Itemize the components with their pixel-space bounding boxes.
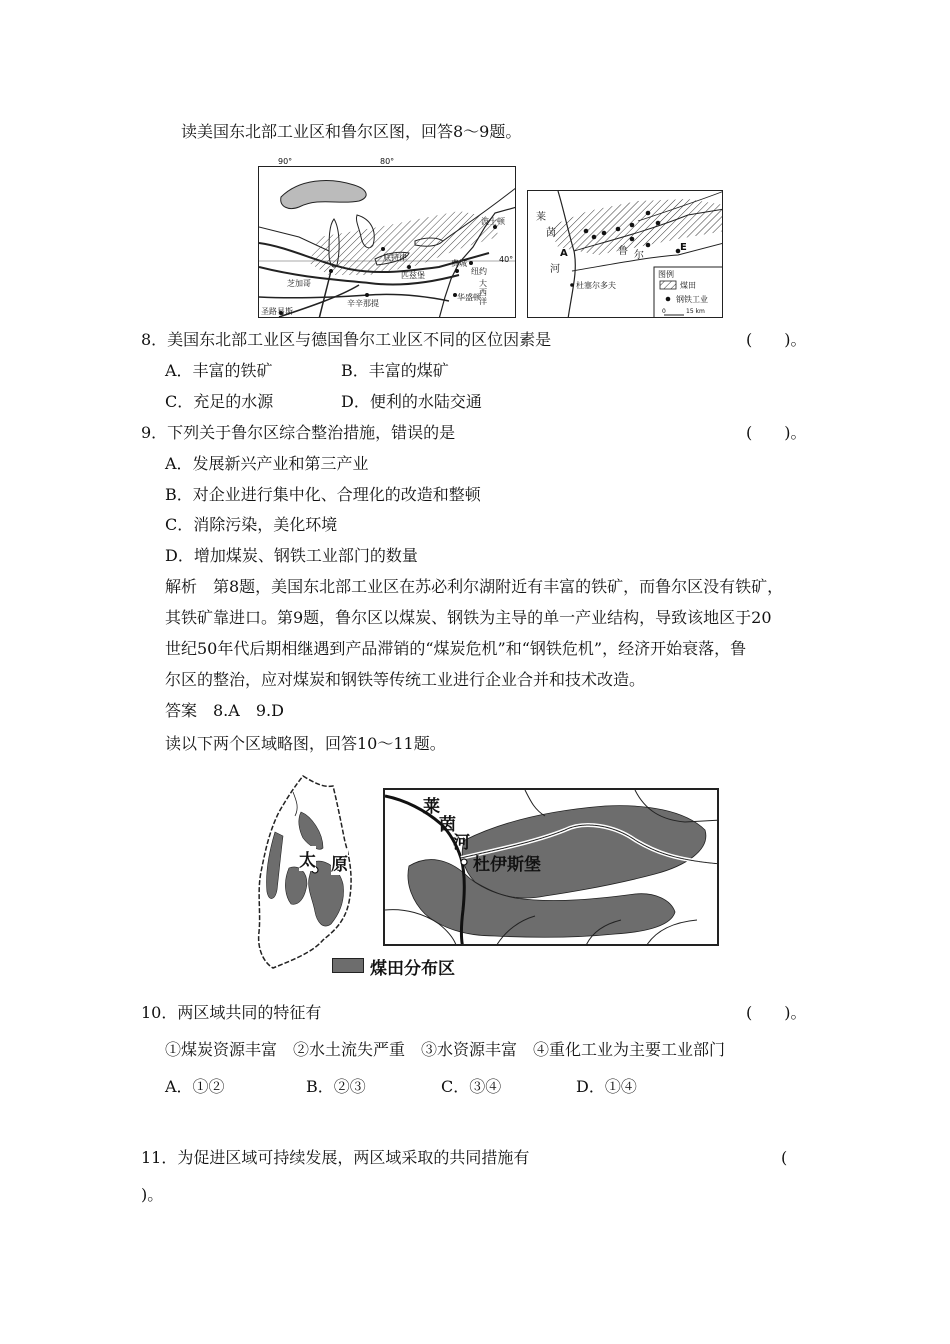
q8-option-a[interactable]: A．丰富的铁矿 bbox=[165, 361, 273, 380]
q10-stem: 10．两区域共同的特征有 bbox=[141, 1003, 322, 1022]
ruhr2-label-lai: 莱 bbox=[423, 797, 440, 817]
ruhr-label-lai: 莱 bbox=[536, 212, 546, 223]
q9-paren: ( )。 bbox=[746, 423, 807, 442]
ruhr-map bbox=[527, 190, 723, 318]
ruhr-label-A: A bbox=[560, 248, 568, 259]
us-lon-80: 80° bbox=[380, 157, 395, 166]
ruhr-city-dusseldorf: 杜塞尔多夫 bbox=[576, 281, 616, 290]
q10-option-d[interactable]: D．①④ bbox=[576, 1077, 637, 1096]
q8-option-c[interactable]: C．充足的水源 bbox=[165, 392, 274, 411]
q10-option-b[interactable]: B．②③ bbox=[306, 1077, 366, 1096]
us-city-boston: 波士顿 bbox=[481, 217, 505, 226]
us-city-stlouis: 圣路易斯 bbox=[261, 307, 293, 316]
analysis-line-3: 世纪50年代后期相继遇到产品滞销的“煤炭危机”和“钢铁危机”，经济开始衰落，鲁 bbox=[165, 639, 747, 658]
ruhr-label-er: 尔 bbox=[634, 250, 644, 261]
q9-option-b[interactable]: B．对企业进行集中化、合理化的改造和整顿 bbox=[165, 485, 481, 504]
shanxi-label-yuan: 原 bbox=[331, 850, 348, 875]
shanxi-label-tai: 太 bbox=[299, 846, 316, 871]
ruhr-label-he: 河 bbox=[550, 264, 560, 275]
coal-legend-label: 煤田分布区 bbox=[370, 959, 455, 979]
us-northeast-map bbox=[258, 166, 516, 318]
ruhr-label-lu: 鲁 bbox=[618, 246, 628, 257]
us-city-cincinnati: 辛辛那提 bbox=[347, 299, 379, 308]
q9-option-a[interactable]: A．发展新兴产业和第三产业 bbox=[165, 454, 369, 473]
us-city-detroit: 底特律 bbox=[383, 253, 407, 262]
q8-option-b[interactable]: B．丰富的煤矿 bbox=[341, 361, 449, 380]
analysis-line-1: 解析 第8题，美国东北部工业区在苏必利尔湖附近有丰富的铁矿，而鲁尔区没有铁矿， bbox=[165, 577, 784, 596]
q8-option-d[interactable]: D．便利的水陆交通 bbox=[341, 392, 482, 411]
q8-paren: ( )。 bbox=[746, 330, 807, 349]
ruhr-label-E: E bbox=[680, 242, 687, 253]
ruhr-label-yin: 茵 bbox=[546, 228, 556, 239]
q10-paren: ( )。 bbox=[746, 1003, 807, 1022]
intro-text-2: 读以下两个区域略图，回答10～11题。 bbox=[165, 734, 446, 753]
q11-paren-close: )。 bbox=[141, 1185, 164, 1204]
analysis-line-2: 其铁矿靠进口。第9题，鲁尔区以煤炭、钢铁为主导的单一产业结构，导致该地区于20 bbox=[165, 608, 772, 627]
us-city-philadelphia: 费城 bbox=[451, 259, 467, 268]
us-city-newyork: 纽约 bbox=[471, 267, 487, 276]
us-lat-40: 40° bbox=[499, 255, 514, 264]
q10-option-a[interactable]: A．①② bbox=[165, 1077, 225, 1096]
ruhr-legend-coal: 煤田 bbox=[680, 281, 696, 290]
ruhr2-city-duisburg: 杜伊斯堡 bbox=[473, 855, 541, 875]
q8-stem: 8．美国东北部工业区与德国鲁尔工业区不同的区位因素是 bbox=[141, 330, 552, 349]
q9-stem: 9．下列关于鲁尔区综合整治措施，错误的是 bbox=[141, 423, 456, 442]
us-city-chicago: 芝加哥 bbox=[287, 279, 311, 288]
ruhr-legend-steel: 钢铁工业 bbox=[676, 295, 708, 304]
coal-legend-swatch bbox=[332, 958, 364, 973]
q11-paren-open: ( bbox=[781, 1148, 788, 1167]
us-lon-90: 90° bbox=[278, 157, 293, 166]
ruhr2-label-yin: 茵 bbox=[439, 815, 456, 835]
ruhr-scale-km: 15 km bbox=[686, 308, 705, 315]
ruhr-scale-zero: 0 bbox=[662, 308, 666, 315]
q9-option-c[interactable]: C．消除污染，美化环境 bbox=[165, 515, 338, 534]
us-city-pittsburgh: 匹兹堡 bbox=[401, 271, 425, 280]
intro-text-1: 读美国东北部工业区和鲁尔区图，回答8～9题。 bbox=[181, 122, 522, 141]
us-atlantic-label: 大西洋 bbox=[479, 279, 487, 306]
us-city-washington: 华盛顿 bbox=[457, 293, 481, 302]
analysis-line-4: 尔区的整治，应对煤炭和钢铁等传统工业进行企业合并和技术改造。 bbox=[165, 670, 646, 689]
answer: 答案 8.A 9.D bbox=[165, 701, 284, 720]
shanxi-map bbox=[253, 772, 363, 972]
ruhr-map-2 bbox=[383, 788, 719, 946]
ruhr-legend-title: 图例 bbox=[658, 270, 674, 279]
q11-stem: 11．为促进区域可持续发展，两区域采取的共同措施有 bbox=[141, 1148, 530, 1167]
ruhr2-label-he: 河 bbox=[453, 833, 470, 853]
q10-option-c[interactable]: C．③④ bbox=[441, 1077, 502, 1096]
q9-option-d[interactable]: D．增加煤炭、钢铁工业部门的数量 bbox=[165, 546, 418, 565]
q10-items: ①煤炭资源丰富 ②水土流失严重 ③水资源丰富 ④重化工业为主要工业部门 bbox=[165, 1040, 726, 1059]
